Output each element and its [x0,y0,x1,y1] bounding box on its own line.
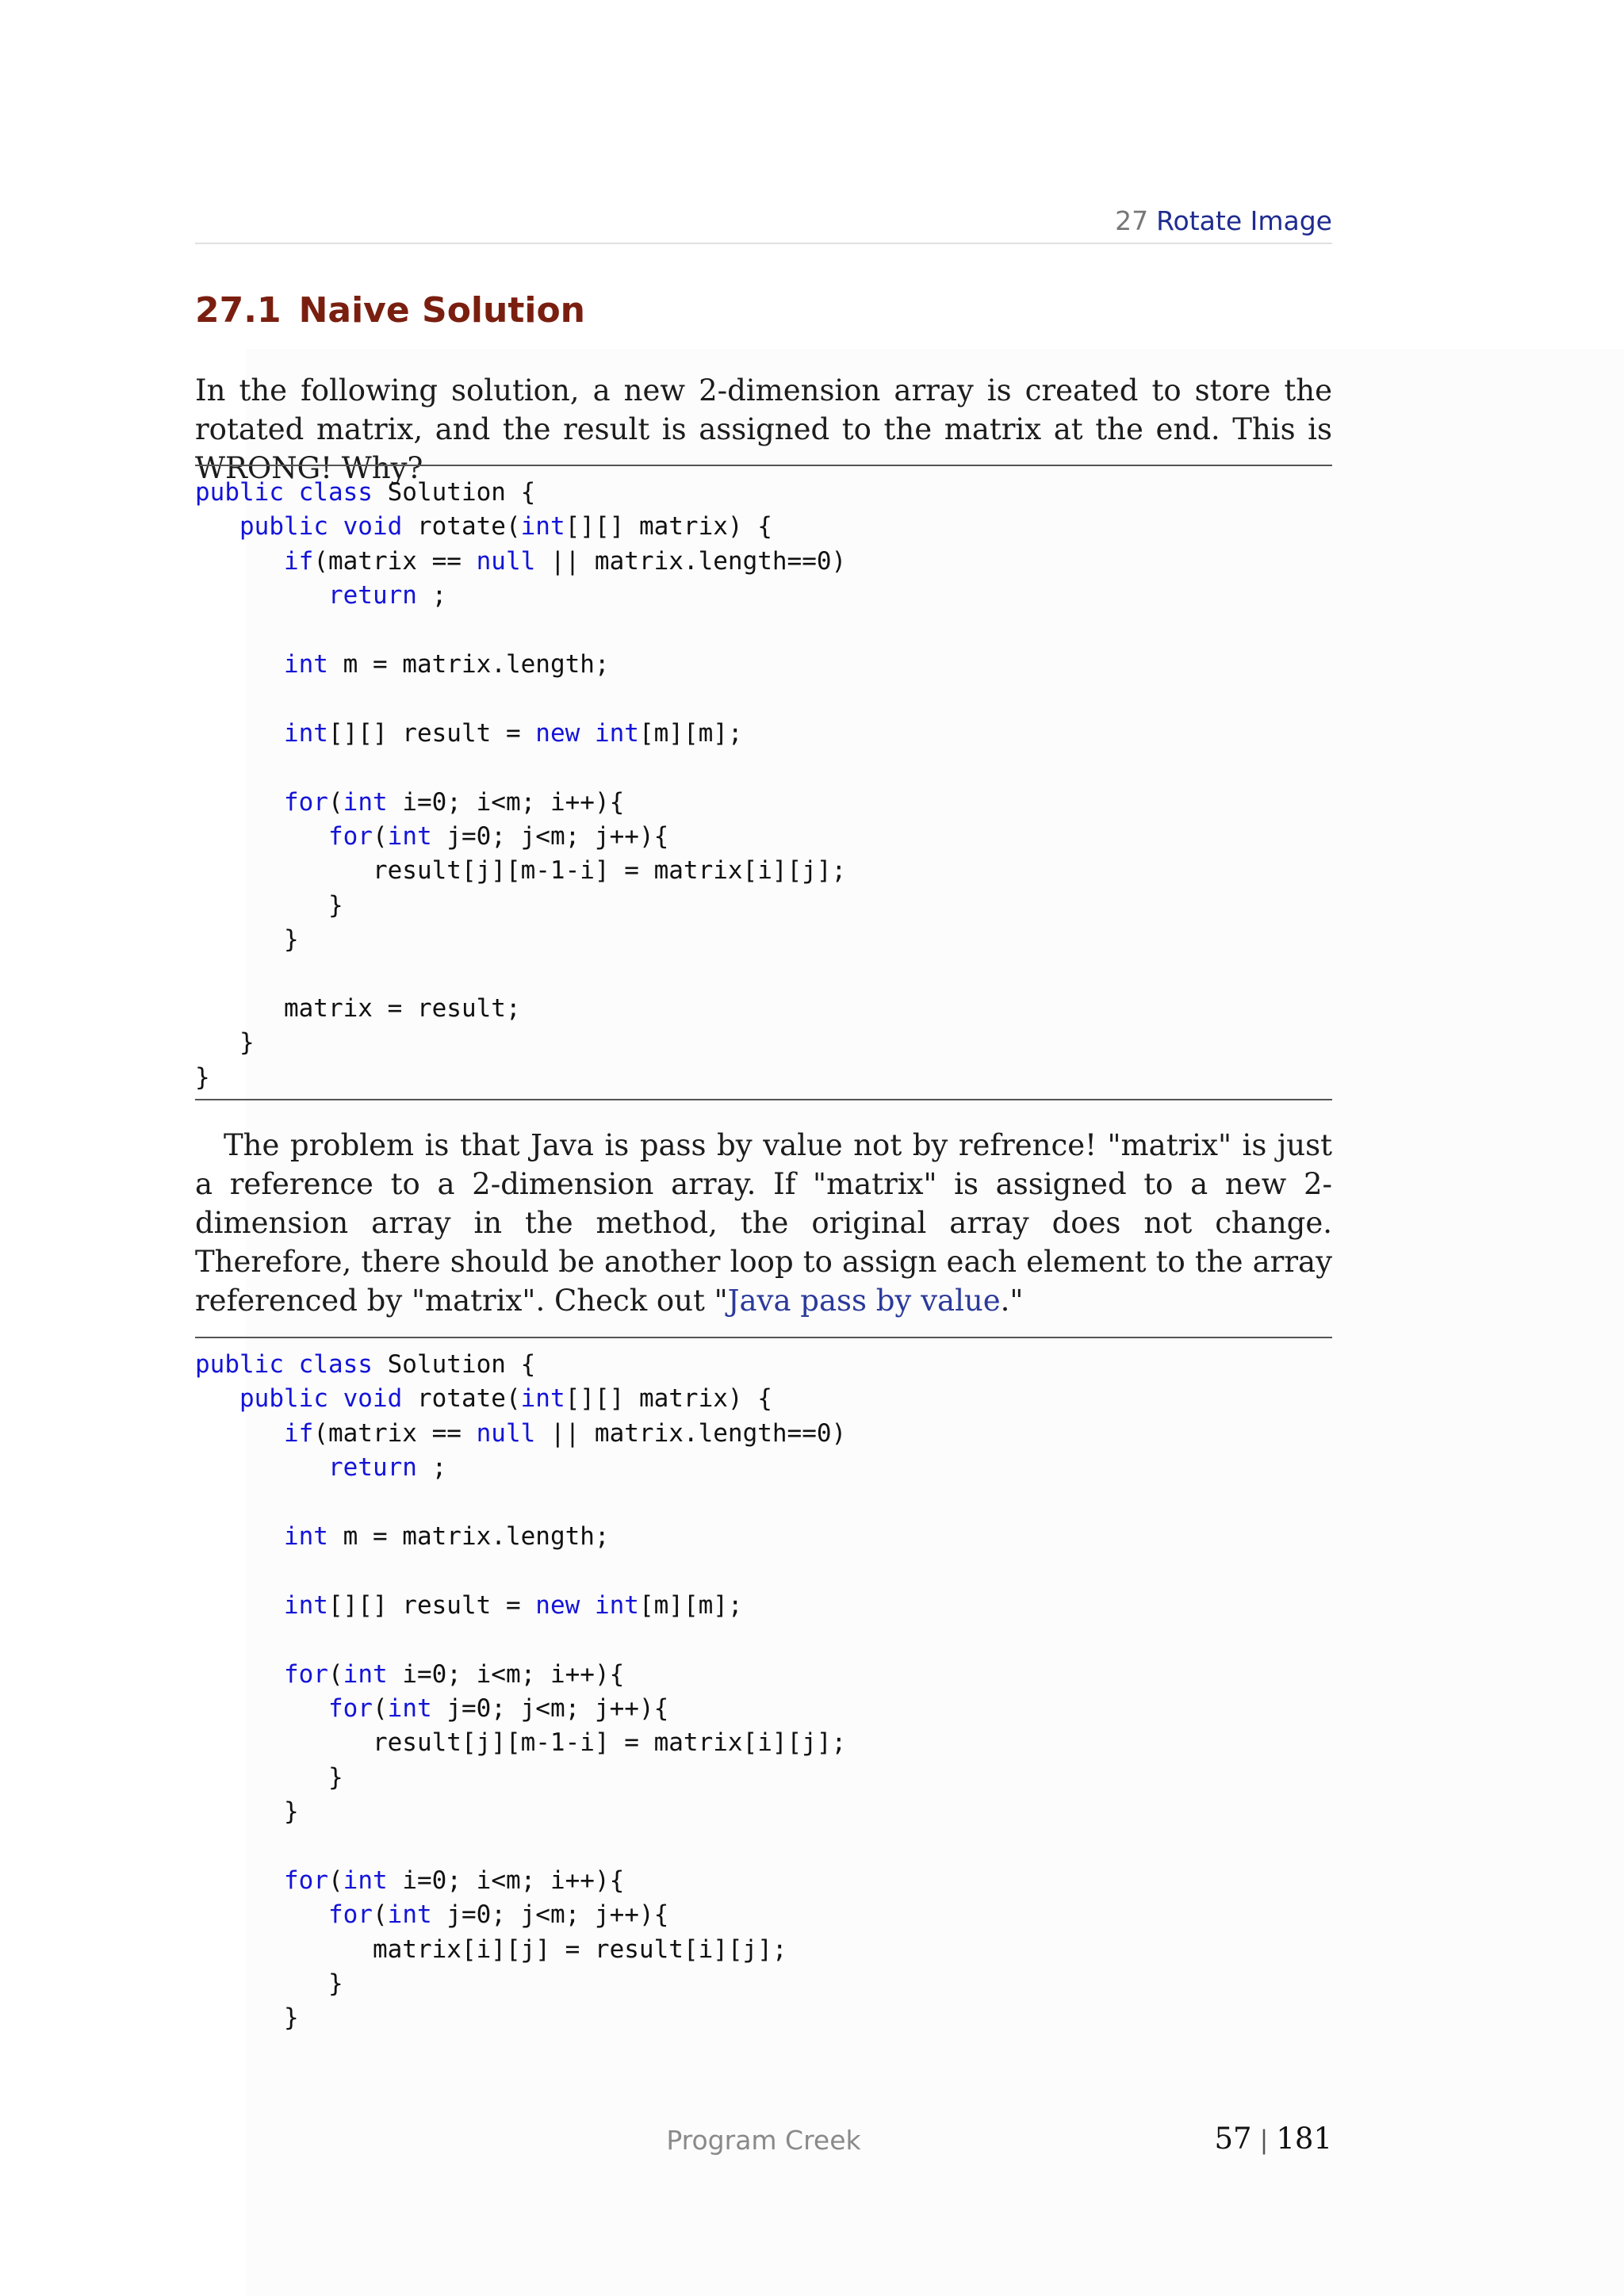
code-line [195,1933,1332,1967]
code-keyword: public void [239,512,403,541]
code-text: result[j][m-1-i] = matrix[i][j]; [372,856,847,886]
code-keyword: for [327,1693,373,1723]
chapter-title-link[interactable]: Rotate Image [1156,205,1332,236]
code-line [195,820,1332,854]
code-text [580,1591,595,1620]
java-pass-by-value-link[interactable]: Java pass by value [727,1284,1001,1318]
code-keyword: int [343,1866,388,1895]
total-pages: 181 [1276,2122,1332,2156]
code-text: || matrix.length==0) [535,546,847,576]
code-line [195,1864,1332,1898]
code-line [195,1451,1332,1485]
code-text: rotate( [402,512,521,541]
code-line [195,476,1332,510]
intro-paragraph: In the following solution, a new 2-dimension array is created to store the rotated matrix, and the result is assigned to the matrix at the end. This is WRONG! Why? [195,373,1332,485]
code-text: ( [372,1900,388,1930]
code-keyword: public class [195,1350,373,1379]
explanation-trailing: ." [1000,1284,1024,1318]
code-line [195,1026,1332,1060]
code-line [195,1658,1332,1692]
code-text: m = matrix.length; [327,1521,610,1551]
code-text: j=0; j<m; j++){ [431,1693,669,1723]
code-line [195,1761,1332,1795]
footer-source: Program Creek [666,2125,861,2156]
code-keyword: int [520,512,565,541]
code-block-fixed [195,1337,1332,2034]
code-keyword: int [387,821,432,851]
code-line [195,614,1332,648]
code-keyword: if [283,546,314,576]
section-title-text: Naive Solution [298,290,585,331]
code-line [195,1967,1332,2001]
code-keyword: null [476,546,536,576]
code-line [195,1589,1332,1623]
code-keyword: if [283,1418,314,1448]
code-line [195,545,1332,579]
code-keyword: for [284,1866,328,1895]
code-line [195,682,1332,716]
code-keyword: int [594,718,639,748]
code-text: [][] matrix) { [565,1384,772,1414]
code-text: i=0; i<m; i++){ [387,1866,625,1895]
code-keyword: public class [195,478,373,507]
explanation-paragraph [195,1126,1332,1320]
code-text: j=0; j<m; j++){ [431,1900,669,1930]
code-keyword: return [327,1453,417,1483]
code-keyword: new [535,1590,580,1620]
code-keyword: for [283,1659,328,1689]
code-keyword: for [327,1900,373,1930]
code-text: ( [327,787,343,817]
code-line [195,510,1332,544]
code-text: } [327,1762,343,1792]
code-text: rotate( [402,1384,521,1414]
code-text: [][] matrix) { [565,512,772,541]
code-line [195,579,1332,613]
code-text: i=0; i<m; i++){ [387,787,625,817]
code-keyword: int [594,1590,639,1620]
code-line [195,1623,1332,1657]
code-text: ( [327,1659,343,1689]
code-text: [m][m]; [638,1590,743,1620]
code-keyword: int [283,649,328,679]
code-text: } [327,890,343,920]
current-page: 57 [1214,2122,1252,2156]
section-number: 27.1 [195,290,282,331]
page-separator: | [1259,2125,1269,2155]
code-keyword: int [283,718,328,748]
explanation-text: The problem is that Java is pass by value not by refrence! "matrix" is just a reference to a 2-dimension array. If "matrix" is assigned to a new 2-dimension array in the method, the original array does not change. Therefore, there should be another loop to assign each element to the array referenced by "matrix". Check out " [195,1128,1332,1318]
code-text: matrix[i][j] = result[i][j]; [372,1934,787,1964]
code-line [195,1486,1332,1520]
code-line [195,751,1332,785]
code-text: j=0; j<m; j++){ [431,821,669,851]
code-line [195,854,1332,888]
code-line [195,923,1332,957]
code-text: matrix = result; [283,993,521,1023]
code-line [195,1417,1332,1451]
code-text: [][] result = [327,1590,536,1620]
code-keyword: for [327,821,373,851]
code-line [195,1382,1332,1416]
code-line [195,2001,1332,2035]
code-keyword: public void [239,1384,403,1414]
code-text: ( [328,1866,343,1895]
code-text: i=0; i<m; i++){ [387,1659,625,1689]
code-line [195,1726,1332,1760]
code-text: Solution { [372,1350,536,1379]
code-keyword: int [343,787,388,817]
code-keyword: int [343,1659,388,1689]
chapter-number: 27 [1115,205,1149,236]
code-line [195,786,1332,820]
code-text: } [327,1969,343,1999]
code-text: } [283,1797,299,1827]
code-line [195,717,1332,751]
code-line [195,1795,1332,1829]
code-keyword: int [520,1384,565,1414]
page-number [1215,2122,1333,2156]
code-text: (matrix == [313,546,477,576]
code-text: [m][m]; [638,718,743,748]
code-block-naive [195,465,1332,1100]
code-text [269,1866,284,1895]
code-text: ; [416,581,447,610]
code-text: } [195,1062,210,1092]
code-text: || matrix.length==0) [535,1418,847,1448]
code-keyword: return [327,581,417,610]
code-text: (matrix == [313,1418,477,1448]
code-text: } [283,925,299,955]
code-line [195,1348,1332,1382]
code-text: ( [372,821,388,851]
code-line [195,889,1332,923]
code-line [195,957,1332,991]
code-keyword: new [535,718,580,748]
code-text: result[j][m-1-i] = matrix[i][j]; [372,1728,847,1758]
code-line [195,1554,1332,1588]
code-keyword: null [476,1418,536,1448]
code-keyword: int [387,1900,432,1930]
running-header [195,203,1332,244]
code-line [195,1520,1332,1554]
code-text: m = matrix.length; [327,649,610,679]
code-text: } [239,1028,255,1058]
code-line [195,1898,1332,1932]
code-keyword: for [283,787,328,817]
code-line [195,1061,1332,1095]
section-title [195,290,585,331]
code-keyword: int [283,1521,328,1551]
code-keyword: int [283,1590,328,1620]
code-line [195,648,1332,682]
code-text: ; [416,1453,447,1483]
code-text: } [283,2003,299,2033]
code-line [195,1829,1332,1863]
code-keyword: int [387,1693,432,1723]
code-line [195,1692,1332,1726]
code-text: Solution { [372,478,536,507]
code-text [580,719,595,748]
code-line [195,992,1332,1026]
code-text: [][] result = [327,718,536,748]
code-text: ( [372,1693,388,1723]
